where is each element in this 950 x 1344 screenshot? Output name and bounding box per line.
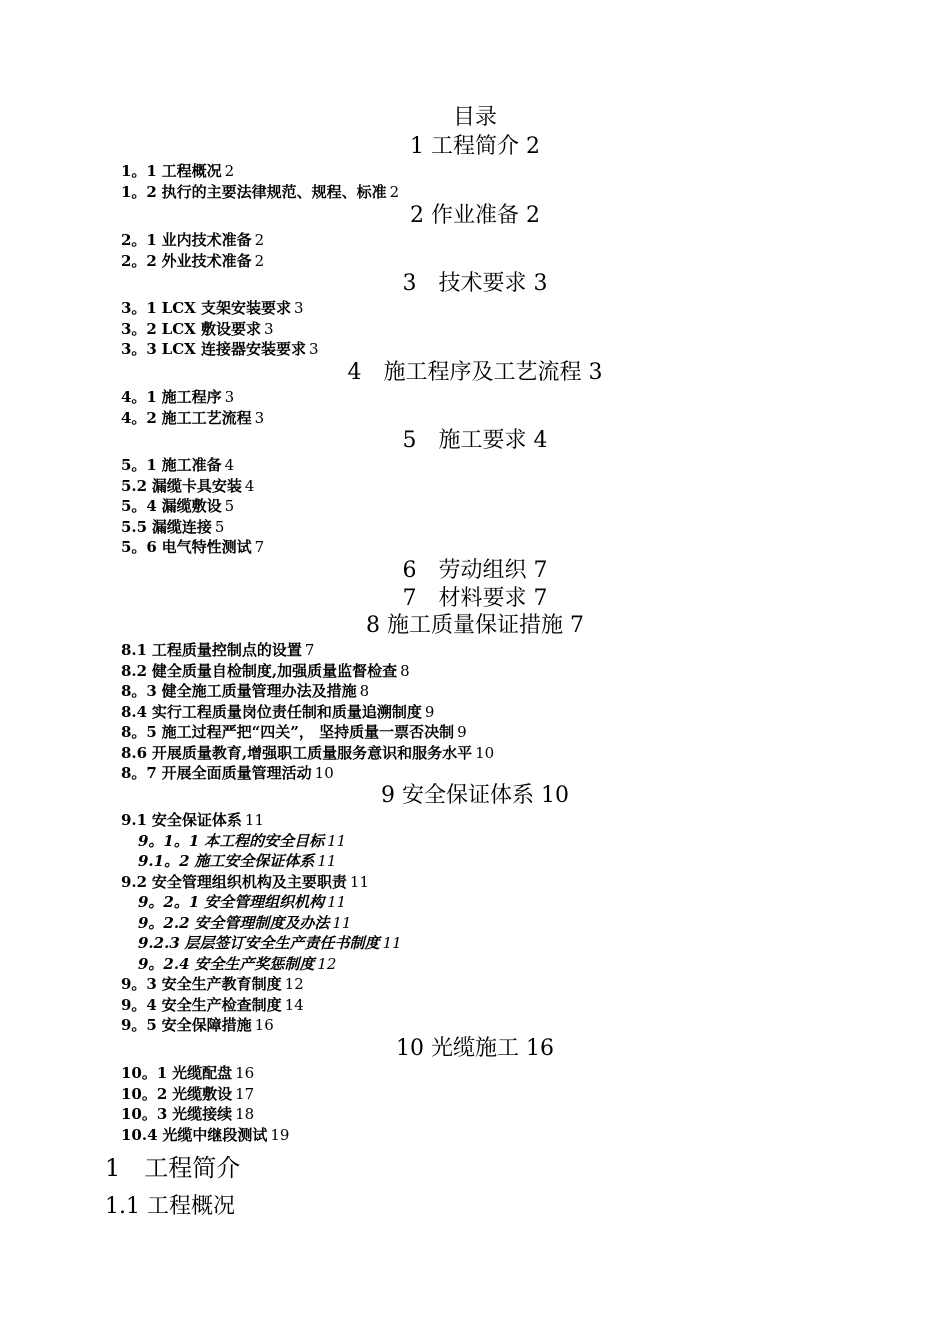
toc-item-label: 层层签订安全生产责任书制度 [184,934,380,952]
toc-item-page: 10 [314,764,334,782]
toc-item[interactable] [121,230,264,250]
toc-subitem[interactable] [138,933,402,953]
toc-item-number: 8。3 [121,682,157,700]
toc-item[interactable] [121,1063,254,1083]
toc-subitem[interactable] [138,954,336,974]
toc-item-number: 2。1 [121,231,157,249]
toc-item[interactable] [121,319,274,339]
toc-item-label: 安全管理组织机构及主要职责 [151,872,347,891]
toc-item-page: 5 [214,517,225,536]
toc-item-label: LCX 支架安装要求 [161,299,292,317]
toc-item-label: LCX 敷设要求 [161,319,262,338]
toc-item-number: 8.2 [121,661,148,680]
toc-item-page: 2 [254,251,265,270]
toc-item-page: 8 [359,682,370,700]
toc-title: 目录 [452,105,497,130]
toc-item-number: 9。5 [121,1016,157,1034]
toc-item-page: 16 [254,1016,274,1034]
toc-item-page: 10 [475,743,495,762]
toc-item-page: 19 [270,1125,290,1144]
toc-item-page: 16 [235,1064,255,1082]
toc-item-label: 本工程的安全目标 [204,831,325,850]
toc-item-page: 14 [284,995,304,1014]
toc-item-label: 漏缆敷设 [161,497,222,515]
toc-item-number: 10。2 [121,1084,168,1103]
toc-item-number: 10。1 [121,1064,168,1082]
toc-item-number: 9.2.3 [138,934,180,952]
toc-item-number: 9。2。1 [138,893,200,911]
toc-item[interactable] [121,408,264,428]
toc-item-label: 施工准备 [161,456,222,474]
toc-item[interactable] [121,1015,274,1035]
toc-item[interactable] [121,1084,254,1104]
toc-item-number: 5.2 [121,476,148,495]
toc-item-number: 9.1。2 [138,852,190,870]
toc-item-number: 5。6 [121,538,157,556]
toc-item-label: 施工安全保证体系 [194,852,315,870]
toc-heading[interactable]: 8 施工质量保证措施 7 [366,613,584,638]
toc-item[interactable] [121,640,314,660]
toc-item-number: 8.6 [121,743,148,762]
toc-item-number: 9。2.4 [138,954,190,973]
toc-item-label: 健全施工质量管理办法及措施 [161,682,357,700]
toc-item-label: 施工工艺流程 [161,408,252,427]
section-heading-1-1: 1.1 工程概况 [105,1194,235,1219]
toc-item[interactable] [121,872,369,892]
toc-item-label: 健全质量自检制度,加强质量监督检查 [151,661,398,680]
toc-item-number: 9。3 [121,975,157,993]
toc-item-page: 3 [264,319,274,338]
toc-item[interactable] [121,387,234,407]
toc-item-label: 开展质量教育,增强职工质量服务意识和服务水平 [151,743,473,762]
toc-item[interactable] [121,161,234,181]
toc-item[interactable] [121,1104,254,1124]
toc-item-number: 9。1。1 [138,831,200,850]
toc-item-label: 工程概况 [161,162,222,180]
toc-heading[interactable]: 4 施工程序及工艺流程 3 [347,360,603,385]
toc-heading[interactable]: 7 材料要求 7 [402,586,548,611]
toc-item-label: LCX 连接器安装要求 [161,340,307,358]
toc-heading[interactable]: 10 光缆施工 16 [396,1036,554,1061]
toc-item-number: 10。3 [121,1105,168,1123]
toc-item-number: 5.5 [121,517,148,536]
toc-item-label: 安全生产奖惩制度 [194,954,315,973]
toc-item-label: 安全管理制度及办法 [194,913,330,932]
toc-item[interactable] [121,182,399,202]
toc-item-page: 12 [317,954,337,973]
toc-item-number: 8。7 [121,764,157,782]
toc-item-number: 9.2 [121,872,148,891]
toc-item-number: 8.1 [121,641,148,659]
toc-item-page: 3 [224,388,235,406]
toc-item-page: 11 [327,831,347,850]
toc-item[interactable] [121,251,264,271]
toc-item-page: 3 [309,340,319,358]
toc-item-label: 光缆敷设 [172,1084,233,1103]
toc-heading[interactable]: 2 作业准备 2 [410,203,540,228]
toc-item-label: 施工程序 [161,388,222,406]
toc-item-number: 2。2 [121,251,157,270]
toc-item-page: 11 [244,811,264,829]
toc-item-page: 11 [317,852,337,870]
toc-item[interactable] [121,810,264,830]
toc-item-label: 业内技术准备 [161,231,252,249]
toc-item-number: 5。4 [121,497,157,515]
toc-item-page: 12 [284,975,304,993]
toc-item[interactable] [121,1125,289,1145]
toc-item-page: 7 [304,641,315,659]
toc-item[interactable] [121,702,434,722]
toc-item-label: 光缆配盘 [172,1064,233,1082]
toc-item-number: 3。3 [121,340,157,358]
toc-heading[interactable]: 5 施工要求 4 [402,428,548,453]
toc-item-label: 开展全面质量管理活动 [161,764,312,782]
toc-item-number: 4。2 [121,408,157,427]
toc-item-label: 漏缆卡具安装 [151,476,242,495]
toc-item-page: 18 [235,1105,255,1123]
toc-item-page: 9 [424,702,435,721]
toc-item[interactable] [121,455,234,475]
toc-item-label: 安全保证体系 [151,811,242,829]
toc-item-label: 安全生产检查制度 [161,995,282,1014]
toc-item-page: 11 [382,934,402,952]
toc-item-label: 安全保障措施 [161,1016,252,1034]
toc-item-page: 4 [244,476,255,495]
toc-item-number: 3。1 [121,299,157,317]
toc-item-number: 8.4 [121,702,148,721]
toc-heading[interactable]: 6 劳动组织 7 [402,558,548,583]
toc-item-number: 3。2 [121,319,157,338]
toc-item-label: 安全生产教育制度 [161,975,282,993]
toc-item-page: 11 [332,913,352,932]
toc-subitem[interactable] [138,851,336,871]
toc-item[interactable] [121,339,319,359]
toc-item-page: 17 [235,1084,255,1103]
toc-subitem[interactable] [138,913,351,933]
toc-item[interactable] [121,661,410,681]
toc-item-page: 3 [254,408,265,427]
toc-item[interactable] [121,995,304,1015]
toc-item[interactable] [121,496,234,516]
toc-item-page: 5 [224,497,235,515]
toc-item[interactable] [121,743,494,763]
toc-item-page: 2 [224,162,235,180]
toc-subitem[interactable] [138,831,346,851]
toc-item-page: 8 [400,661,410,680]
toc-item-number: 4。1 [121,388,157,406]
toc-item-number: 1。2 [121,182,157,201]
toc-item-number: 9。2.2 [138,913,190,932]
toc-item-page: 2 [389,182,400,201]
toc-item-page: 11 [327,893,347,911]
toc-item-label: 执行的主要法律规范、规程、标准 [161,182,387,201]
toc-item-number: 9.1 [121,811,148,829]
toc-item-label: 外业技术准备 [161,251,252,270]
toc-item-number: 9。4 [121,995,157,1014]
toc-heading[interactable]: 3 技术要求 3 [402,271,548,296]
toc-item[interactable] [121,974,304,994]
section-heading-1: 1 工程简介 [105,1154,241,1182]
toc-heading[interactable]: 9 安全保证体系 10 [381,783,569,808]
toc-item-label: 实行工程质量岗位责任制和质量追溯制度 [151,702,422,721]
toc-item-label: 电气特性测试 [161,538,252,556]
toc-item[interactable] [121,763,334,783]
toc-item-page: 3 [294,299,304,317]
toc-item-label: 施工过程严把“四关”， 坚持质量一票否决制 [161,723,455,741]
toc-subitem[interactable] [138,892,346,912]
toc-item-page: 7 [254,538,265,556]
toc-item-label: 漏缆连接 [151,517,212,536]
toc-item-number: 8。5 [121,723,157,741]
toc-item-label: 工程质量控制点的设置 [151,641,302,659]
toc-item-page: 11 [349,872,369,891]
toc-item-page: 2 [254,231,265,249]
toc-item-number: 1。1 [121,162,157,180]
toc-item-label: 光缆接续 [172,1105,233,1123]
toc-item-label: 光缆中继段测试 [162,1125,268,1144]
toc-item-label: 安全管理组织机构 [204,893,325,911]
toc-item-number: 5。1 [121,456,157,474]
toc-heading[interactable]: 1 工程简介 2 [410,134,540,159]
toc-item[interactable] [121,681,369,701]
toc-item[interactable] [121,517,224,537]
toc-item[interactable] [121,722,467,742]
toc-item[interactable] [121,537,264,557]
toc-item-page: 9 [457,723,467,741]
toc-item[interactable] [121,476,254,496]
toc-item[interactable] [121,298,304,318]
toc-item-page: 4 [224,456,235,474]
toc-item-number: 10.4 [121,1125,158,1144]
